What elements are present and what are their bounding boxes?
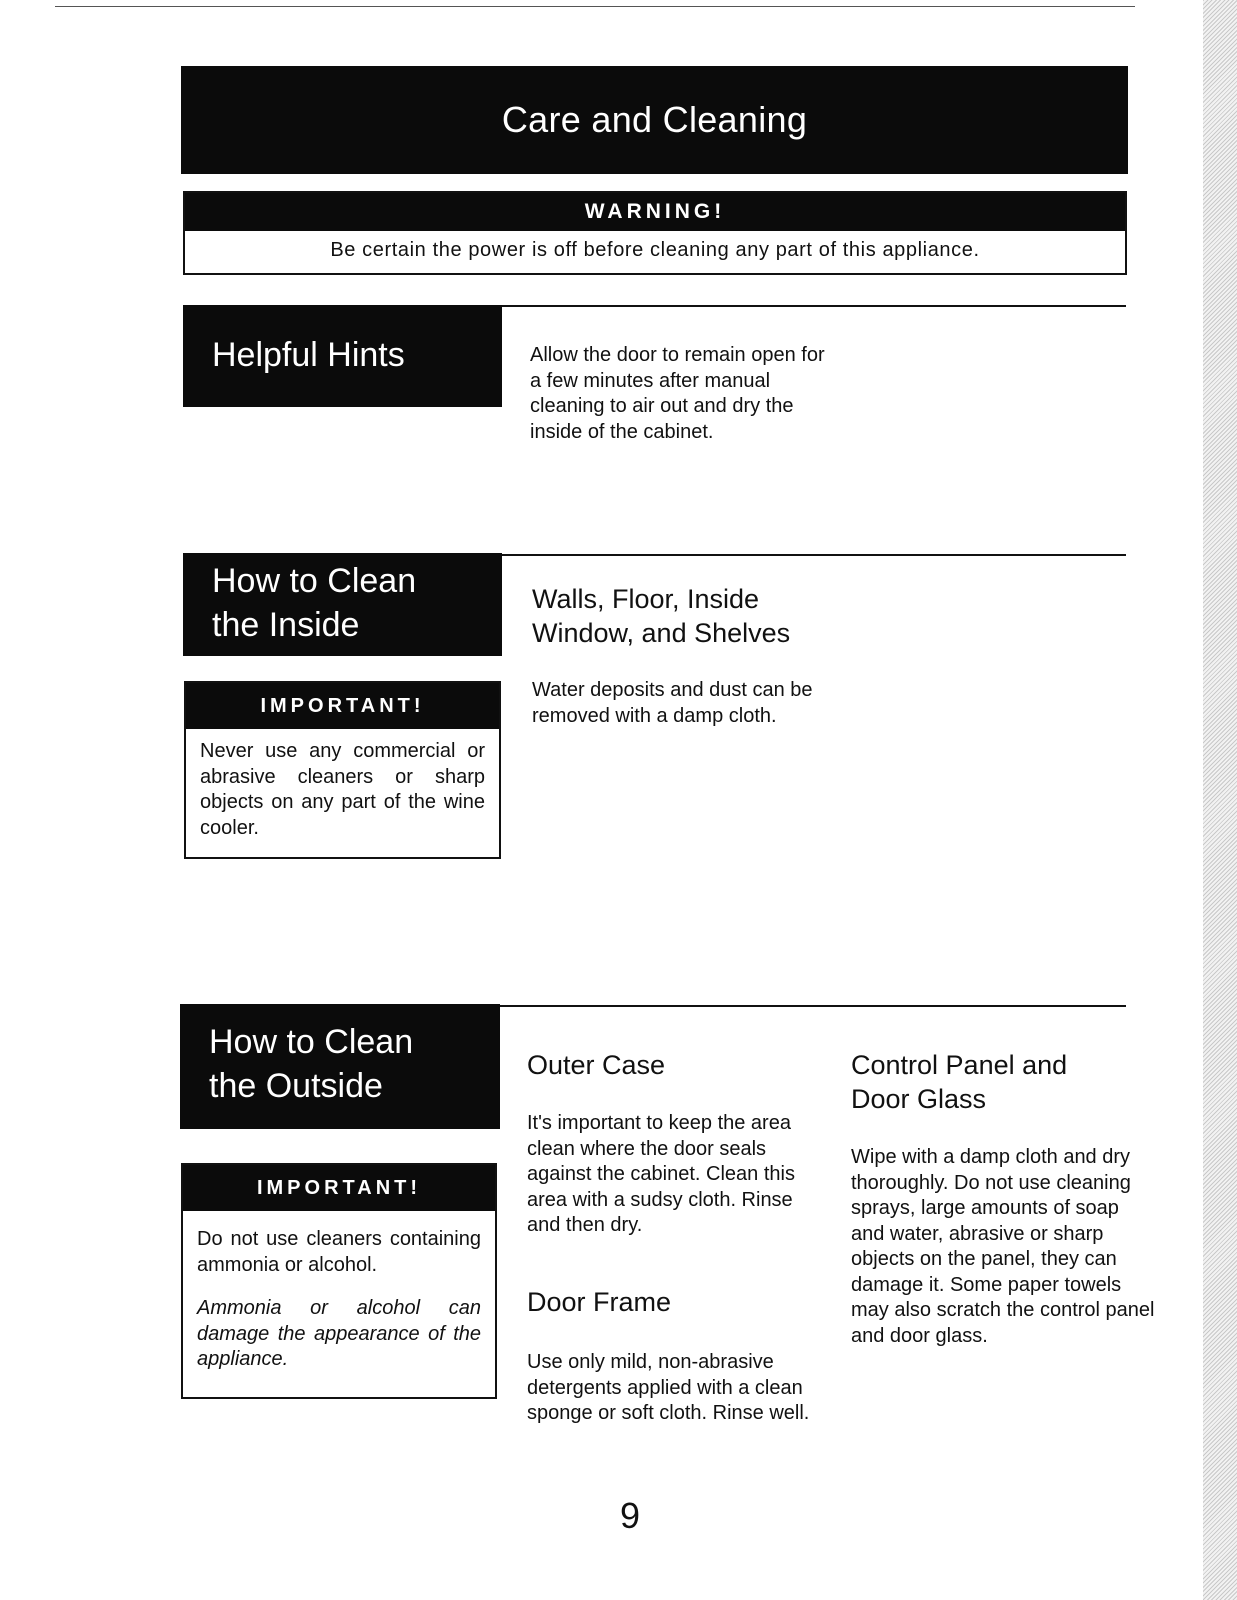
important-text-outside (183, 1211, 495, 1373)
helpful-hints-text: Allow the door to remain open for a few minutes after manual cleaning to air out and dry the inside of the cabinet. (530, 344, 825, 443)
control-panel-heading (851, 1048, 1067, 1116)
walls-floor-heading (532, 582, 790, 650)
important-text-inside (186, 729, 499, 841)
page-title: Care and Cleaning (501, 99, 808, 140)
walls-floor-heading-line1: Walls, Floor, Inside (532, 584, 760, 614)
important-heading-inside: IMPORTANT! (186, 683, 499, 729)
clean-outside-label (180, 1004, 500, 1129)
page-binding-edge (1203, 0, 1237, 1600)
important-italic-outside: Ammonia or alcohol can damage the appearance of the appliance. (197, 1297, 481, 1370)
important-paragraph-outside: Do not use cleaners containing ammonia or alcohol. (197, 1228, 481, 1276)
page-number: 9 (620, 1495, 641, 1536)
section-rule-outside (497, 1005, 1126, 1007)
important-heading-outside: IMPORTANT! (183, 1165, 495, 1211)
helpful-hints-label-text: Helpful Hints (212, 336, 405, 374)
clean-inside-label-line1: How to Clean (212, 562, 417, 600)
clean-outside-label-line1: How to Clean (209, 1023, 414, 1061)
important-box-outside (181, 1163, 497, 1399)
page-title-bar (181, 66, 1128, 174)
control-panel-heading-line2: Door Glass (851, 1084, 987, 1114)
warning-heading: WARNING! (185, 193, 1125, 231)
door-frame-text: Use only mild, non-abrasive detergents applied with a clean sponge or soft cloth. Rinse well. (527, 1351, 810, 1424)
clean-outside-label-line2: the Outside (209, 1067, 383, 1105)
important-box-inside (184, 681, 501, 859)
clean-inside-label-line2: the Inside (212, 606, 360, 644)
door-frame-heading: Door Frame (527, 1287, 672, 1317)
warning-box (183, 191, 1127, 275)
helpful-hints-label (183, 305, 502, 407)
control-panel-text: Wipe with a damp cloth and dry thoroughly. Do not use cleaning sprays, large amounts of soap and water, abrasive or sharp objects on the panel, they can damage it. Some paper towels may also scratch the control panel and door glass. (851, 1146, 1155, 1347)
section-rule-hints (497, 305, 1126, 307)
warning-text: Be certain the power is off before cleaning any part of this appliance. (330, 239, 980, 261)
outer-case-text: It's important to keep the area clean where the door seals against the cabinet. Clean this area with a sudsy cloth. Rinse and then dry. (527, 1112, 795, 1236)
outer-case-heading: Outer Case (527, 1050, 666, 1080)
control-panel-heading-line1: Control Panel and (851, 1050, 1068, 1080)
important-paragraph-inside: Never use any commercial or abrasive cleaners or sharp objects on any part of the wine cooler. (200, 740, 485, 839)
walls-floor-text: Water deposits and dust can be removed with a damp cloth. (532, 679, 813, 727)
top-rule (55, 6, 1135, 7)
clean-inside-label (183, 553, 502, 656)
walls-floor-heading-line2: Window, and Shelves (532, 618, 791, 648)
section-rule-inside (497, 554, 1126, 556)
